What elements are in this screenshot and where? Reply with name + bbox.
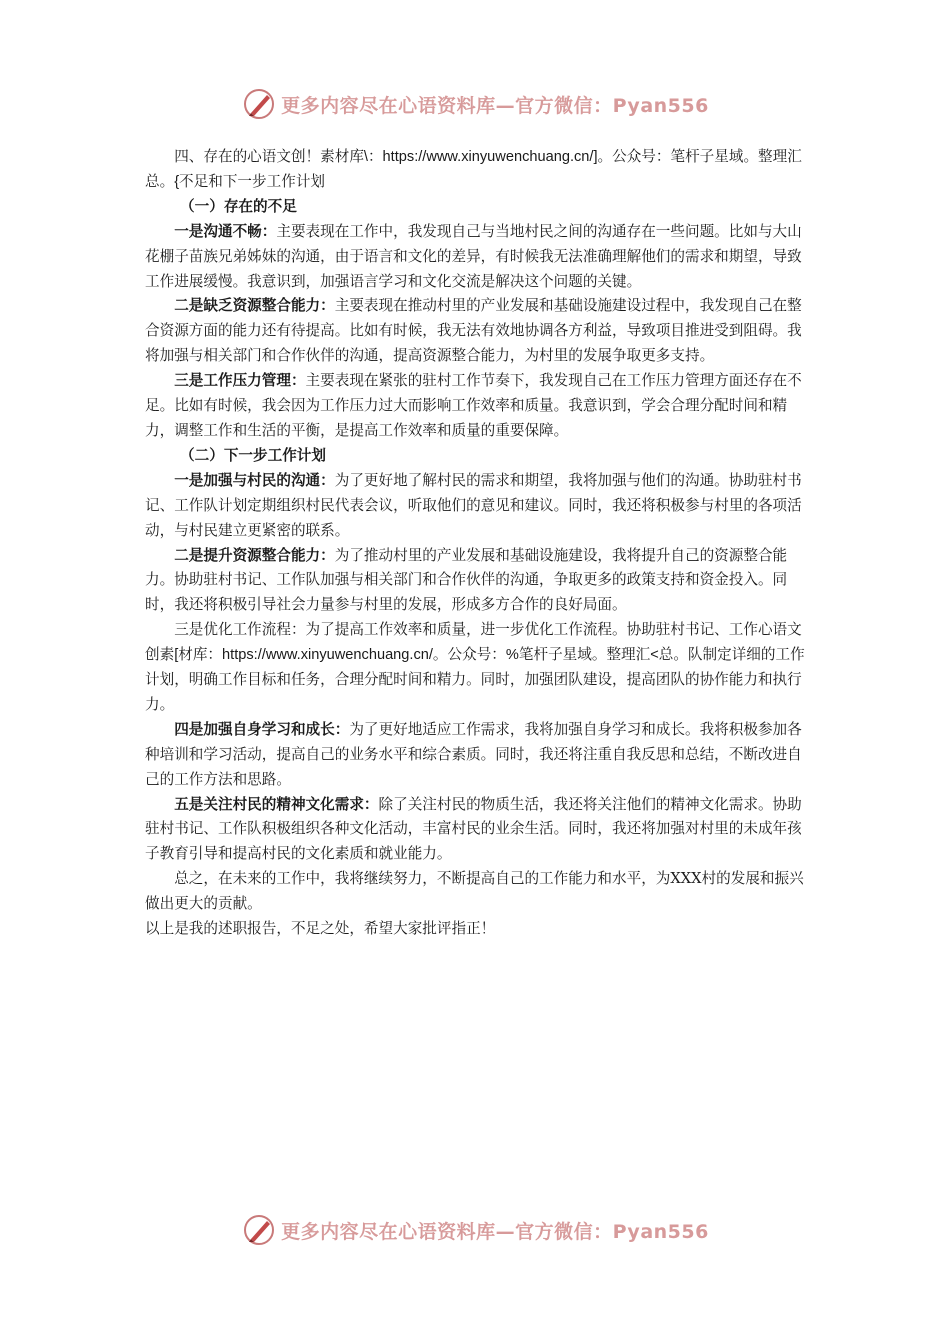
paragraph-pressure-management	[145, 369, 809, 444]
paragraph-text: 为了更好地适应工作需求，我将加强自身学习和成长。我将积极参加各种培训和学习活动，提高自己的业务水平和综合素质。同时，我还将注重自我反思和总结，不断改进自己的工作方法和思路。	[145, 720, 802, 788]
paragraph-communication	[145, 220, 809, 295]
paragraph-self-learning	[145, 718, 809, 793]
watermark-text: 更多内容尽在心语资料库—官方微信：Pyan556	[281, 1220, 709, 1243]
section-heading-next-steps: （二）下一步工作计划	[180, 446, 326, 464]
paragraph-resource-integration	[145, 294, 809, 369]
paragraph-lead: 四是加强自身学习和成长：	[174, 720, 350, 738]
paragraph-improve-resources	[145, 544, 809, 619]
paragraph-text: 主要表现在紧张的驻村工作节奏下，我发现自己在工作压力管理方面还存在不足。比如有时候，我会因为工作压力过大而影响工作效率和质量。我意识到，学会合理分配时间和精力，调整工作和生活的平衡，是提高工作效率和质量的重要保障。	[145, 372, 802, 439]
paragraph-lead: 一是沟通不畅：	[174, 222, 277, 240]
paragraph-lead: 五是关注村民的精神文化需求：	[174, 795, 379, 813]
watermark-text: 更多内容尽在心语资料库—官方微信：Pyan556	[281, 94, 709, 117]
paragraph-intro: 四、存在的心语文创！素材库\：https://www.xinyuwenchuang.cn/]。公众号：笔杆子星域。整理汇总。{不足和下一步工作计划	[145, 149, 802, 190]
paragraph-cultural-needs	[145, 793, 809, 868]
paragraph-text: 主要表现在工作中，我发现自己与当地村民之间的沟通存在一些问题。比如与大山花棚子苗族兄弟姊妹的沟通，由于语言和文化的差异，有时候我无法准确理解他们的需求和期望，导致工作进展缓慢。我意识到，加强语言学习和文化交流是解决这个问题的关键。	[145, 222, 802, 290]
watermark-footer	[0, 1210, 950, 1250]
section-heading-shortcomings: （一）存在的不足	[180, 197, 297, 215]
paragraph-text: 为了推动村里的产业发展和基础设施建设，我将提升自己的资源整合能力。协助驻村书记、工作队加强与相关部门和合作伙伴的沟通，争取更多的政策支持和资金投入。同时，我还将积极引导社会力量参与村里的发展，形成多方合作的良好局面。	[145, 546, 788, 614]
paragraph-lead: 二是提升资源整合能力：	[174, 546, 335, 564]
paragraph-optimize-workflow: 三是优化工作流程：为了提高工作效率和质量，进一步优化工作流程。协助驻村书记、工作心语文创素[材库：https://www.xinyuwenchuang.cn/。公众号：%笔杆子星域。整理汇<总。队制定详细的工作计划，明确工作目标和任务，合理分配时间和精力。同时，加强团队建设，提高团队的协作能力和执行力。	[145, 622, 805, 713]
pen-logo-icon	[241, 86, 277, 122]
paragraph-lead: 三是工作压力管理：	[174, 372, 306, 390]
paragraph-text: 为了更好地了解村民的需求和期望，我将加强与他们的沟通。协助驻村书记、工作队计划定期组织村民代表会议，听取他们的意见和建议。同时，我还将积极参与村里的各项活动，与村民建立更紧密的联系。	[145, 471, 802, 539]
paragraph-closing: 以上是我的述职报告，不足之处，希望大家批评指正！	[145, 920, 496, 938]
document-body	[145, 145, 809, 942]
pen-logo-icon	[241, 1212, 277, 1248]
paragraph-villager-communication	[145, 469, 809, 544]
paragraph-text: 主要表现在推动村里的产业发展和基础设施建设过程中，我发现自己在整合资源方面的能力还有待提高。比如有时候，我无法有效地协调各方利益，导致项目推进受到阻碍。我将加强与相关部门和合作伙伴的沟通，提高资源整合能力，为村里的发展争取更多支持。	[145, 297, 802, 365]
paragraph-lead: 一是加强与村民的沟通：	[174, 471, 335, 489]
paragraph-text: 除了关注村民的物质生活，我还将关注他们的精神文化需求。协助驻村书记、工作队积极组织各种文化活动，丰富村民的业余生活。同时，我还将加强对村里的未成年孩子教育引导和提高村民的文化素质和就业能力。	[145, 795, 802, 863]
paragraph-conclusion: 总之，在未来的工作中，我将继续努力，不断提高自己的工作能力和水平，为XXX村的发展和振兴做出更大的贡献。	[145, 870, 804, 913]
paragraph-lead: 二是缺乏资源整合能力：	[174, 297, 335, 315]
watermark-header	[0, 84, 950, 124]
